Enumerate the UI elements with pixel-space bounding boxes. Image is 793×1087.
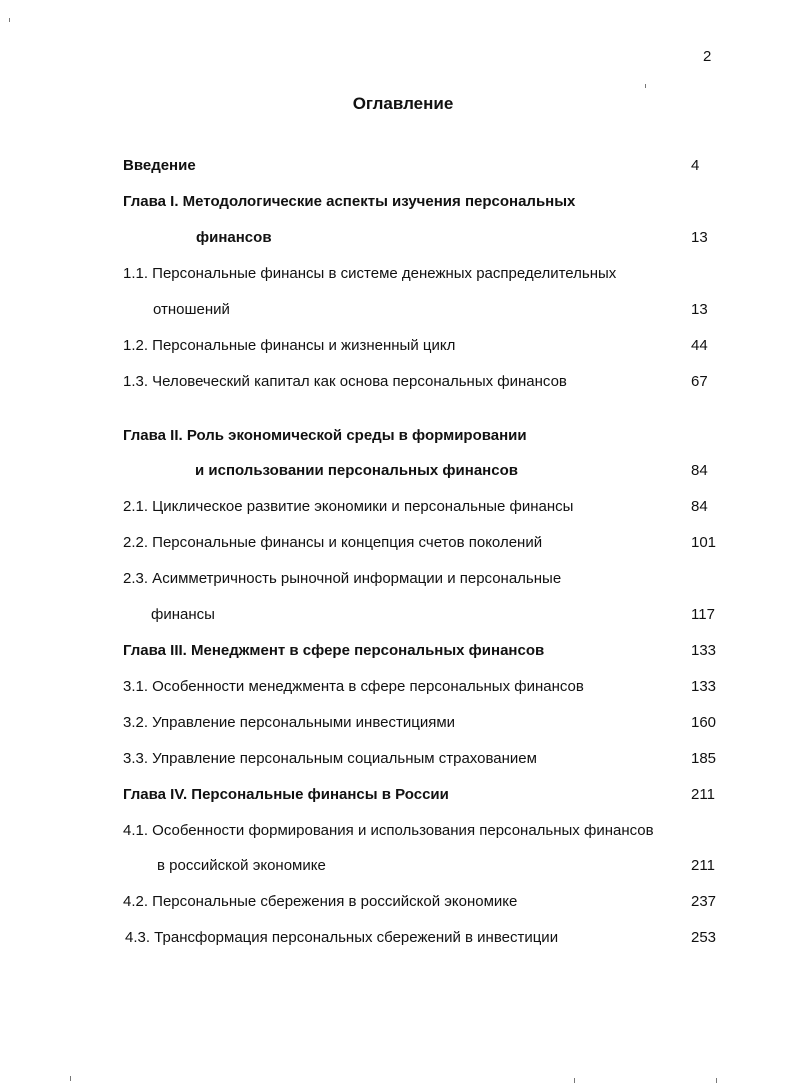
toc-ch2-page: 84 — [691, 462, 708, 479]
toc-s3-1-label: 3.1. Особенности менеджмента в сфере персональных финансов — [123, 678, 584, 695]
toc-s4-2-label: 4.2. Персональные сбережения в российской экономике — [123, 893, 518, 910]
toc-ch2-line1: Глава II. Роль экономической среды в формировании — [123, 427, 527, 444]
toc-s3-2-label: 3.2. Управление персональными инвестициями — [123, 714, 456, 731]
toc-s1-2-label: 1.2. Персональные финансы и жизненный цикл — [123, 337, 456, 354]
toc-s4-1-line2: в российской экономике — [157, 857, 326, 874]
toc-s2-1-label: 2.1. Циклическое развитие экономики и персональные финансы — [123, 498, 574, 515]
scan-speck — [9, 18, 10, 22]
toc-ch1-line1: Глава I. Методологические аспекты изучения персональных — [123, 193, 576, 210]
toc-s1-1-line1: 1.1. Персональные финансы в системе денежных распределительных — [123, 265, 617, 282]
toc-intro-label: Введение — [123, 157, 196, 174]
toc-ch4-label: Глава IV. Персональные финансы в России — [123, 786, 449, 803]
scan-speck — [70, 1076, 71, 1081]
scan-speck — [716, 1078, 717, 1083]
toc-s3-3-label: 3.3. Управление персональным социальным страхованием — [123, 750, 537, 767]
toc-s3-1-page: 133 — [691, 678, 717, 695]
toc-s2-3-page: 117 — [691, 606, 715, 623]
toc-s4-1-page: 211 — [691, 857, 715, 874]
toc-s4-3-page: 253 — [691, 929, 717, 946]
toc-s4-1-line1: 4.1. Особенности формирования и использования персональных финансов — [123, 822, 654, 839]
toc-s2-1-page: 84 — [691, 498, 708, 515]
toc-ch3-page: 133 — [691, 642, 717, 659]
toc-ch1-page: 13 — [691, 229, 708, 246]
toc-ch1-line2: финансов — [196, 229, 272, 246]
toc-s4-2-page: 237 — [691, 893, 717, 910]
toc-s1-2-page: 44 — [691, 337, 708, 354]
toc-s3-2-page: 160 — [691, 714, 717, 731]
toc-s1-1-line2: отношений — [153, 301, 230, 318]
toc-s1-3-page: 67 — [691, 373, 708, 390]
toc-s3-3-page: 185 — [691, 750, 717, 767]
page-number: 2 — [703, 48, 712, 65]
toc-ch2-line2: и использовании персональных финансов — [195, 462, 518, 479]
scan-speck — [645, 84, 646, 88]
toc-ch3-label: Глава III. Менеджмент в сфере персональных финансов — [123, 642, 545, 659]
toc-s1-1-page: 13 — [691, 301, 708, 318]
toc-s2-2-label: 2.2. Персональные финансы и концепция счетов поколений — [123, 534, 543, 551]
toc-s4-3-label: 4.3. Трансформация персональных сбережений в инвестиции — [125, 929, 559, 946]
toc-s2-3-line1: 2.3. Асимметричность рыночной информации и персональные — [123, 570, 562, 587]
toc-s1-3-label: 1.3. Человеческий капитал как основа персональных финансов — [123, 373, 567, 390]
toc-s2-2-page: 101 — [691, 534, 717, 551]
toc-ch4-page: 211 — [691, 786, 715, 803]
toc-s2-3-line2: финансы — [151, 606, 215, 623]
scan-speck — [574, 1078, 575, 1083]
toc-intro-page: 4 — [691, 157, 700, 174]
page-title: Оглавление — [352, 94, 454, 113]
